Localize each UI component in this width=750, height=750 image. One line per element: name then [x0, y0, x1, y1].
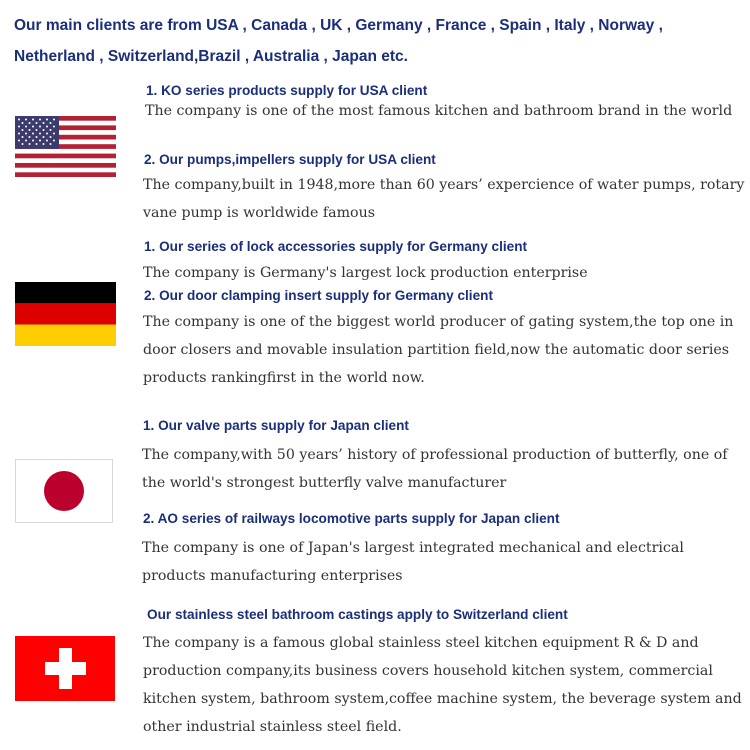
switzerland-item-1-text: The company is a famous global stainless steel kitchen equipment R & D and production company,its business covers household kitchen system, commercial kitchen system, bathroom system,coffee machine system, the beverage system and other industrial stainless steel field.: [143, 635, 742, 735]
germany-item-2-text: The company is one of the biggest world producer of gating system,the top one in door closers and movable insulation partition field,now the automatic door series products rankingfirst in the world now.: [143, 314, 734, 386]
japan-item-2-text: The company is one of Japan's largest integrated mechanical and electrical products manufacturing enterprises: [142, 540, 684, 584]
usa-flag-icon: [15, 116, 116, 177]
usa-item-1-text: The company is one of the most famous kitchen and bathroom brand in the world: [145, 103, 733, 119]
japan-flag-icon: [15, 459, 113, 523]
japan-item-1-heading: 1. Our valve parts supply for Japan client: [143, 418, 409, 433]
usa-item-1-heading: 1. KO series products supply for USA client: [146, 83, 428, 98]
germany-item-1-text: The company is Germany's largest lock production enterprise: [143, 265, 588, 281]
germany-item-1-heading: 1. Our series of lock accessories supply for Germany client: [144, 239, 528, 254]
germany-item-2-heading: 2. Our door clamping insert supply for Germany client: [144, 288, 493, 303]
page-headline: Our main clients are from USA , Canada , UK , Germany , France , Spain , Italy , Norway , Netherland , Switzerland,Brazil , Australia , Japan etc.: [14, 17, 663, 65]
usa-item-2-text: The company,built in 1948,more than 60 years’ expercience of water pumps, rotary vane pump is worldwide famous: [143, 177, 745, 221]
germany-flag-icon: [15, 282, 116, 346]
japan-item-1-text: The company,with 50 years’ history of professional production of butterfly, one of the world's strongest butterfly valve manufacturer: [142, 447, 728, 491]
switzerland-flag-icon: [15, 636, 115, 701]
usa-item-2-heading: 2. Our pumps,impellers supply for USA client: [144, 152, 436, 167]
japan-item-2-heading: 2. AO series of railways locomotive parts supply for Japan client: [143, 511, 560, 526]
switzerland-item-1-heading: Our stainless steel bathroom castings apply to Switzerland client: [147, 607, 568, 622]
